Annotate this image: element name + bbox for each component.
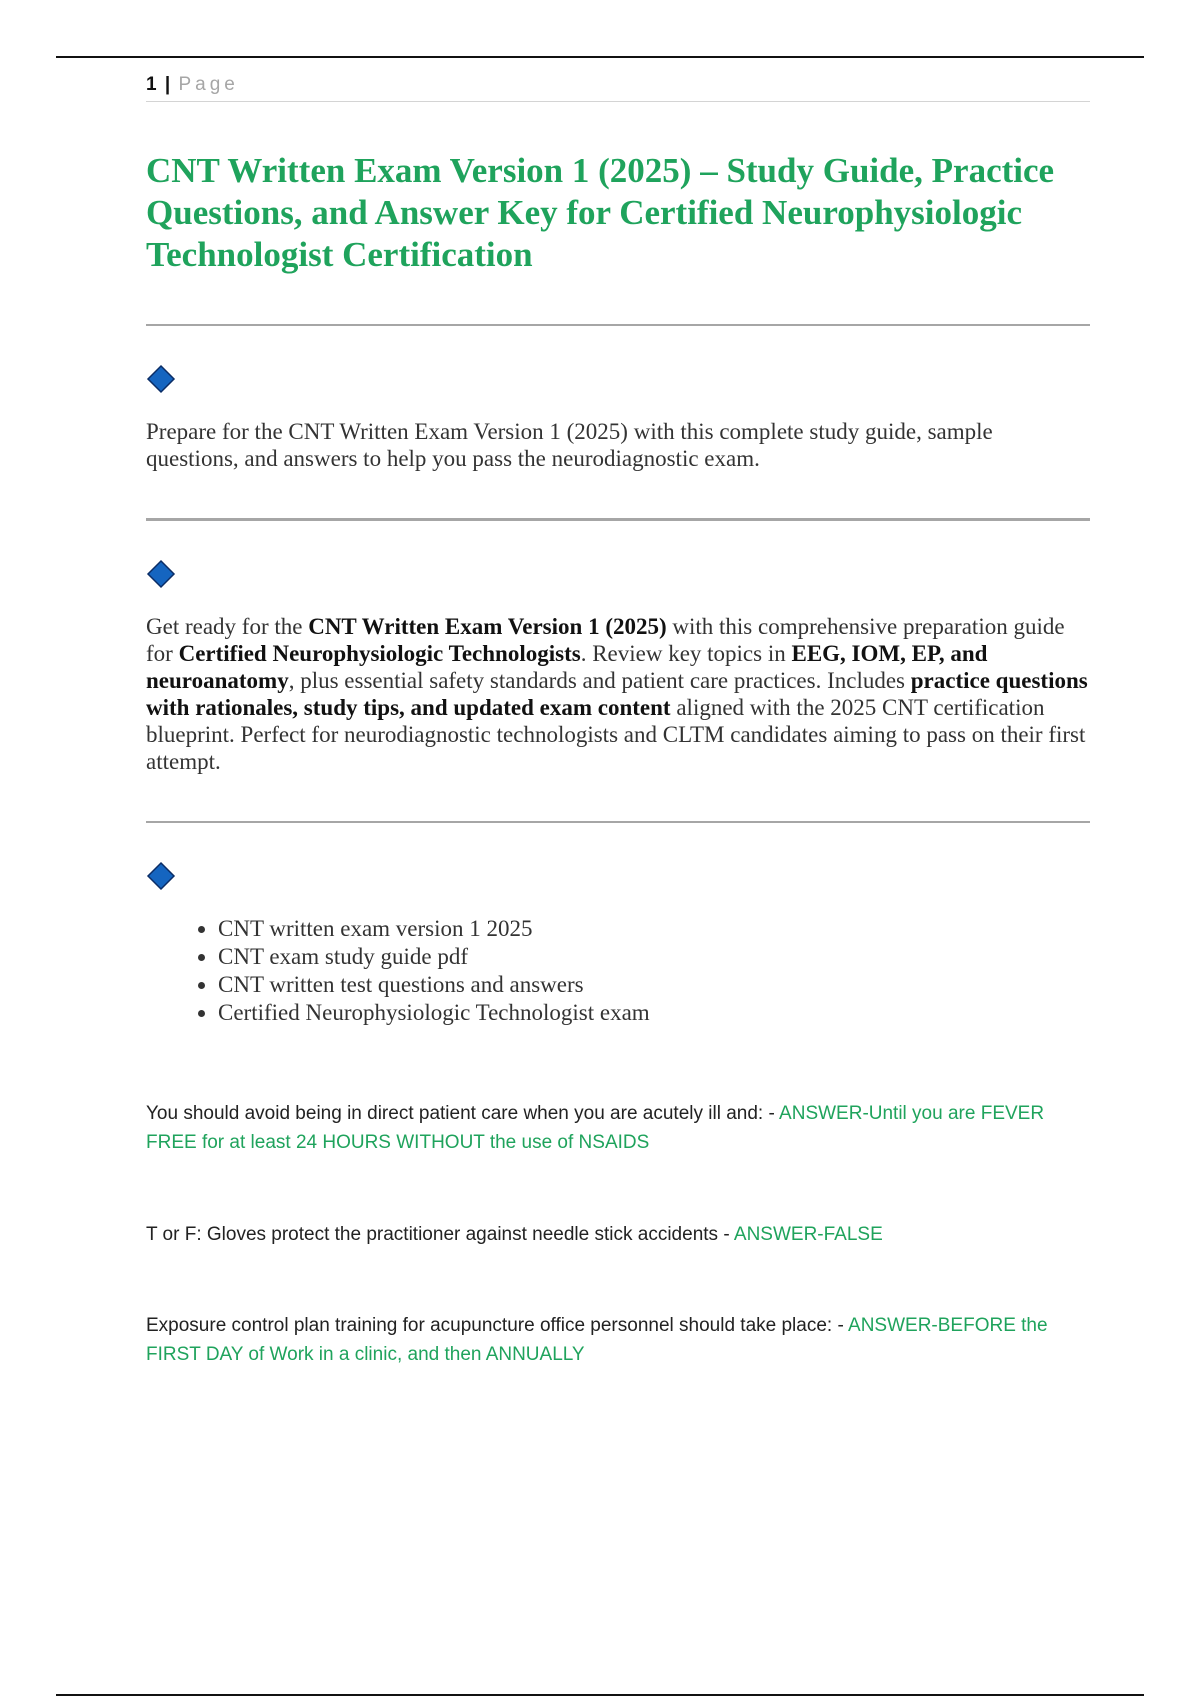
description-emphasis: Certified Neurophysiologic Technologists [178, 641, 581, 666]
top-page-rule [56, 56, 1144, 58]
keyword-item: • Certified Neurophysiologic Technologist exam [218, 999, 1090, 1027]
question-text: Exposure control plan training for acupuncture office personnel should take place: - [146, 1315, 849, 1336]
description-text: with this comprehensive preparation guide for [146, 614, 1065, 666]
description-emphasis: practice questions with rationales, study tips, and updated exam content [146, 668, 1088, 720]
document-page [146, 74, 1090, 1369]
document-title: CNT Written Exam Version 1 (2025) – Study Guide, Practice Questions, and Answer Key for Certified Neurophysiologic Technologist Certification [146, 151, 1055, 274]
section-divider [146, 324, 1090, 326]
diamond-icon [146, 861, 176, 891]
page-header [146, 74, 1090, 102]
page-number: 1 [146, 74, 157, 95]
description-emphasis: EEG, IOM, EP, and neuroanatomy [146, 641, 988, 693]
diamond-bullet [146, 364, 1090, 394]
intro-paragraph: Prepare for the CNT Written Exam Version 1 (2025) with this complete study guide, sample questions, and answers to help you pass the neurodiagnostic exam. [146, 419, 993, 471]
diamond-icon [146, 559, 176, 589]
description-paragraph [146, 613, 1090, 775]
description-emphasis: CNT Written Exam Version 1 (2025) [308, 614, 667, 639]
diamond-bullet [146, 861, 1090, 891]
answer-text: ANSWER-FALSE [733, 1224, 883, 1245]
description-text: . Review key topics in [580, 641, 792, 666]
keyword-item: • CNT exam study guide pdf [218, 943, 1090, 971]
keyword-list [146, 915, 1090, 1027]
keyword-item: • CNT written test questions and answers [218, 971, 1090, 999]
answer-text: ANSWER-BEFORE the FIRST DAY of Work in a clinic, and then ANNUALLY [146, 1315, 1048, 1365]
section-divider [146, 518, 1090, 521]
answer-text: ANSWER-Until you are FEVER FREE for at least 24 HOURS WITHOUT the use of NSAIDS [146, 1103, 1045, 1153]
question-item [146, 1311, 1090, 1369]
diamond-icon [146, 364, 176, 394]
description-text: Get ready for the [146, 614, 309, 639]
section-divider [146, 821, 1090, 823]
page-label: Page [178, 74, 239, 95]
description-text: aligned with the 2025 CNT certification blueprint. Perfect for neurodiagnostic technologists and CLTM candidates aiming to pass on their first attempt. [146, 695, 1086, 774]
description-text: , plus essential safety standards and patient care practices. Includes [288, 668, 911, 693]
page-separator: | [164, 74, 171, 95]
diamond-bullet [146, 559, 1090, 589]
question-item [146, 1099, 1090, 1157]
question-text: T or F: Gloves protect the practitioner against needle stick accidents - [146, 1224, 734, 1245]
question-item [146, 1220, 1090, 1249]
question-text: You should avoid being in direct patient care when you are acutely ill and: - [146, 1103, 780, 1124]
bottom-page-rule [56, 1694, 1144, 1696]
keyword-item: • CNT written exam version 1 2025 [218, 915, 1090, 943]
